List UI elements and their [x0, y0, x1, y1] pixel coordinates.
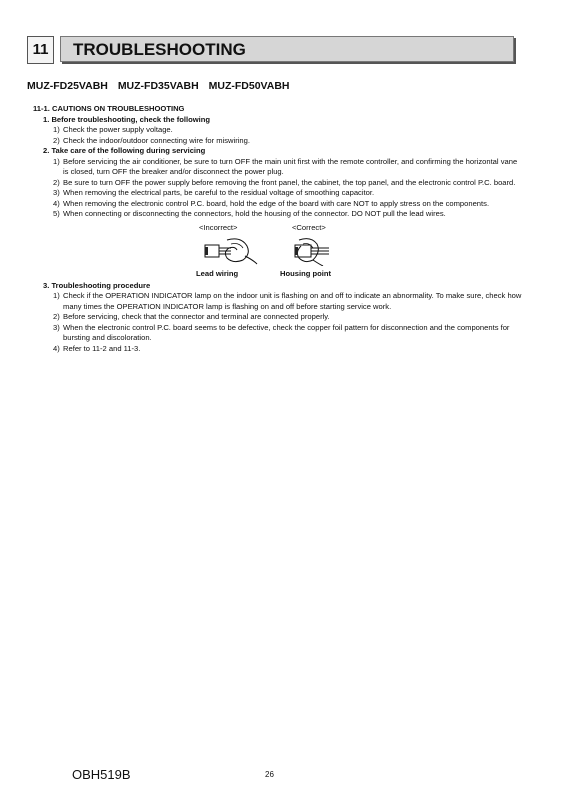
incorrect-caption: Lead wiring: [196, 268, 239, 278]
item-number: 2): [53, 312, 60, 321]
list-item: [33, 344, 523, 355]
list-item: [33, 157, 523, 178]
list-item: [33, 188, 523, 199]
model-name: MUZ-FD50VABH: [208, 80, 290, 92]
list-item: [33, 136, 523, 147]
document-code: OBH519B: [72, 767, 131, 782]
subsection-title: 1. Before troubleshooting, check the following: [43, 114, 211, 124]
item-number: 4): [53, 198, 60, 208]
item-text: Before servicing, check that the connector and terminal are connected properly.: [63, 312, 330, 321]
item-number: 3): [53, 322, 60, 332]
correct-label: <Correct>: [292, 222, 326, 232]
item-text: When removing the electronic control P.C. board, hold the edge of the board with care NOT to apply stress on the components.: [63, 198, 490, 208]
item-text: Be sure to turn OFF the power supply before removing the front panel, the cabinet, the top panel, and the electronic control P.C. board.: [63, 177, 516, 187]
connector-handling-figure: [33, 223, 523, 279]
item-text: Check the indoor/outdoor connecting wire for miswiring.: [63, 135, 250, 145]
item-text: Before servicing the air conditioner, be sure to turn OFF the main unit first with the remote controller, and confirming the horizontal vane is closed, turn OFF the breaker and/or disconnect the power plug.: [63, 156, 518, 176]
list-item: [33, 178, 523, 189]
item-text: Refer to 11-2 and 11-3.: [63, 343, 141, 353]
item-number: 3): [53, 188, 60, 197]
list-item: [33, 199, 523, 210]
chapter-title: TROUBLESHOOTING: [60, 36, 514, 62]
item-number: 5): [53, 209, 60, 218]
model-list: [27, 80, 297, 92]
list-item: [33, 125, 523, 136]
page-number: 26: [265, 770, 274, 779]
list-item: [33, 291, 523, 312]
model-name: MUZ-FD25VABH: [27, 80, 108, 92]
incorrect-label: <Incorrect>: [199, 222, 238, 232]
item-text: When removing the electrical parts, be careful to the residual voltage of smoothing capacitor.: [63, 188, 375, 197]
list-item: [33, 209, 523, 220]
section-title: 11-1. CAUTIONS ON TROUBLESHOOTING: [33, 104, 185, 113]
item-text: When the electronic control P.C. board seems to be defective, check the copper foil pattern for disconnection and the components for bursting and discoloration.: [63, 322, 510, 342]
item-number: 2): [53, 135, 60, 145]
document-body: [33, 104, 523, 354]
correct-caption: Housing point: [280, 268, 332, 278]
item-number: 1): [53, 125, 60, 134]
list-item: [33, 312, 523, 323]
item-number: 2): [53, 177, 60, 187]
list-item: [33, 323, 523, 344]
correct-housing-illustration: [289, 236, 349, 266]
item-text: When connecting or disconnecting the connectors, hold the housing of the connector. DO NOT pull the lead wires.: [63, 209, 446, 218]
model-name: MUZ-FD35VABH: [117, 80, 199, 92]
item-text: Check the power supply voltage.: [63, 125, 173, 134]
item-text: Check if the OPERATION INDICATOR lamp on the indoor unit is flashing on and off to indicate an abnormality. To make sure, check how many times the OPERATION INDICATOR lamp is flashing on and off before starting service work.: [63, 291, 522, 311]
item-number: 1): [53, 156, 60, 166]
incorrect-wiring-illustration: [201, 236, 261, 266]
chapter-number: 11: [27, 36, 54, 64]
subsection-title: 2. Take care of the following during servicing: [43, 146, 206, 155]
item-number: 1): [53, 291, 60, 300]
item-number: 4): [53, 343, 60, 353]
subsection-title: 3. Troubleshooting procedure: [43, 280, 151, 290]
